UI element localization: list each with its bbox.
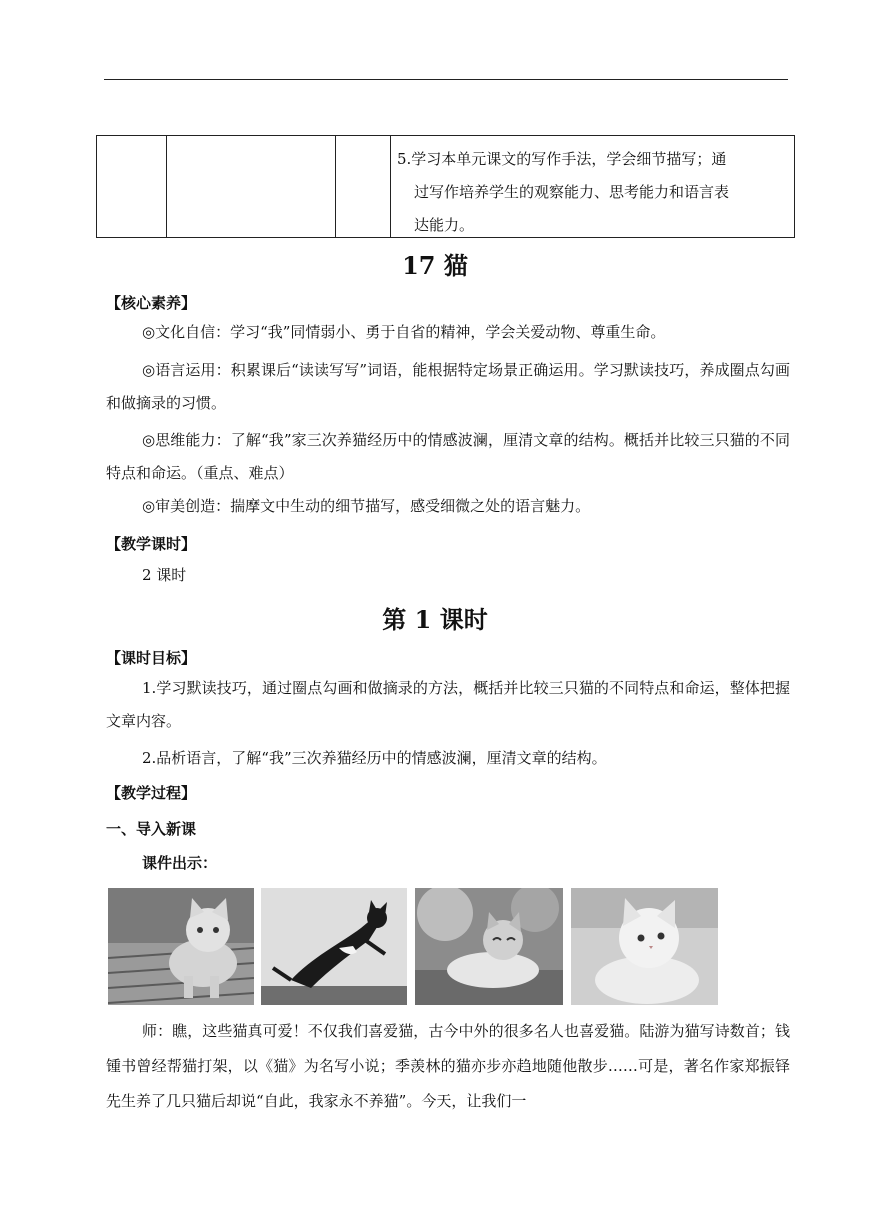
objective-line: 5.学习本单元课文的写作手法，学会细节描写；通 xyxy=(397,150,727,168)
goal-1: 1.学习默读技巧，通过圈点勾画和做摘录的方法，概括并比较三只猫的不同特点和命运，整体把握文章内容。 xyxy=(106,679,790,730)
core-literacy-heading: 【核心素养】 xyxy=(106,294,197,312)
teaching-hours-heading: 【教学课时】 xyxy=(106,535,197,553)
fluffy-kitten-photo xyxy=(571,888,718,1005)
teaching-hours-value: 2 课时 xyxy=(142,566,187,584)
objective-line: 达能力。 xyxy=(414,216,475,234)
objectives-table-row xyxy=(96,135,795,238)
objective-line: 过写作培养学生的观察能力、思考能力和语言表 xyxy=(414,183,730,201)
core-culture: ◎文化自信：学习“我”同情弱小、勇于自省的精神，学会关爱动物、尊重生命。 xyxy=(142,323,666,341)
table-divider xyxy=(335,136,336,237)
cat-lying-outdoors-photo xyxy=(415,888,563,1005)
cat-leaping-photo xyxy=(261,888,407,1005)
table-divider xyxy=(390,136,391,237)
teacher-intro-text: 师：瞧，这些猫真可爱！不仅我们喜爱猫，古今中外的很多名人也喜爱猫。陆游为猫写诗数首；钱锺书曾经帮猫打架，以《猫》为名写小说；季羡林的猫亦步亦趋地随他散步……可是，著名作家郑振铎先生养了几只猫后却说“自此，我家永不养猫”。今天，让我们一 xyxy=(106,1022,790,1110)
objective-item-5 xyxy=(397,143,789,242)
core-thinking: ◎思维能力：了解“我”家三次养猫经历中的情感波澜，厘清文章的结构。概括并比较三只猫的不同特点和命运。（重点、难点） xyxy=(106,431,790,482)
lesson-title: 17 猫 xyxy=(402,251,468,280)
kitten-on-boardwalk-photo xyxy=(108,888,254,1005)
period-goals-heading: 【课时目标】 xyxy=(106,649,197,667)
header-rule xyxy=(104,79,788,80)
core-language: ◎语言运用：积累课后“读读写写”词语，能根据特定场景正确运用。学习默读技巧，养成圈点勾画和做摘录的习惯。 xyxy=(106,361,790,412)
core-aesthetics: ◎审美创造：揣摩文中生动的细节描写，感受细微之处的语言魅力。 xyxy=(142,497,591,515)
courseware-label: 课件出示： xyxy=(142,854,218,872)
teaching-process-heading: 【教学过程】 xyxy=(106,784,197,802)
goal-2: 2.品析语言，了解“我”三次养猫经历中的情感波澜，厘清文章的结构。 xyxy=(142,749,607,767)
period-title: 第 1 课时 xyxy=(382,605,488,634)
table-divider xyxy=(166,136,167,237)
step-1-heading: 一、导入新课 xyxy=(106,820,197,838)
